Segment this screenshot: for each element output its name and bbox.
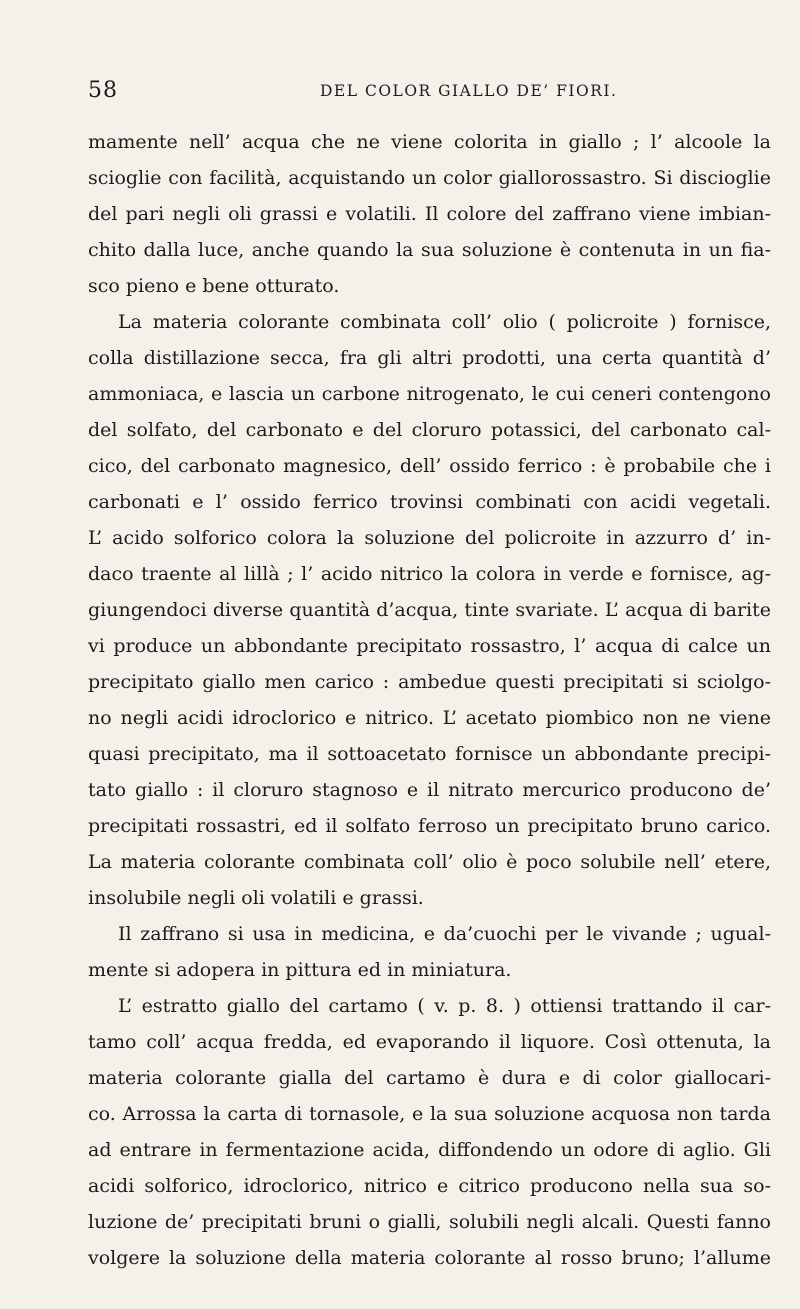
text-line: daco traente al lillà ; l’ acido nitrico la colora in verde e fornisce, ag- — [88, 563, 771, 585]
text-line: La materia colorante combinata coll’ olio ( policroite ) fornisce, — [118, 311, 771, 333]
page-number: 58 — [88, 78, 118, 103]
text-line: scioglie con facilità, acquistando un color giallorossastro. Si discioglie — [88, 167, 771, 189]
running-title: DEL COLOR GIALLO DE’ FIORI. — [320, 82, 618, 100]
text-line: La materia colorante combinata coll’ olio è poco solubile nell’ etere, — [88, 851, 771, 873]
text-line: giungendoci diverse quantità d’acqua, tinte svariate. L’ acqua di barite — [88, 599, 771, 621]
text-line: colla distillazione secca, fra gli altri prodotti, una certa quantità d’ — [88, 347, 771, 369]
text-line: Il zaffrano si usa in medicina, e da’cuochi per le vivande ; ugual- — [118, 923, 771, 945]
text-line: del solfato, del carbonato e del cloruro potassici, del carbonato cal- — [88, 419, 771, 441]
text-line: L’ estratto giallo del cartamo ( v. p. 8. ) ottiensi trattando il car- — [118, 995, 771, 1017]
text-line: materia colorante gialla del cartamo è dura e di color giallocari- — [88, 1067, 771, 1089]
text-line: co. Arrossa la carta di tornasole, e la sua soluzione acquosa non tarda — [88, 1103, 771, 1125]
text-line: ammoniaca, e lascia un carbone nitrogenato, le cui ceneri contengono — [88, 383, 771, 405]
page-header — [88, 78, 778, 108]
text-line: quasi precipitato, ma il sottoacetato fornisce un abbondante precipi- — [88, 743, 771, 765]
text-line: ad entrare in fermentazione acida, diffondendo un odore di aglio. Gli — [88, 1139, 771, 1161]
text-line: luzione de’ precipitati bruni o gialli, solubili negli alcali. Questi fanno — [88, 1211, 771, 1233]
text-line: mente si adopera in pittura ed in miniatura. — [88, 959, 512, 981]
text-line: tato giallo : il cloruro stagnoso e il nitrato mercurico producono de’ — [88, 779, 771, 801]
text-line: L’ acido solforico colora la soluzione del policroite in azzurro d’ in- — [88, 527, 771, 549]
text-line: acidi solforico, idroclorico, nitrico e citrico producono nella sua so- — [88, 1175, 771, 1197]
text-line: tamo coll’ acqua fredda, ed evaporando il liquore. Così ottenuta, la — [88, 1031, 771, 1053]
text-line: precipitati rossastri, ed il solfato ferroso un precipitato bruno carico. — [88, 815, 771, 837]
text-line: mamente nell’ acqua che ne viene colorita in giallo ; l’ alcoole la — [88, 131, 771, 153]
text-line: sco pieno e bene otturato. — [88, 275, 340, 297]
text-line: cico, del carbonato magnesico, dell’ ossido ferrico : è probabile che i — [88, 455, 771, 477]
text-line: insolubile negli oli volatili e grassi. — [88, 887, 424, 909]
text-line: chito dalla luce, anche quando la sua soluzione è contenuta in un fia- — [88, 239, 771, 261]
body-text — [88, 124, 771, 1276]
text-line: carbonati e l’ ossido ferrico trovinsi combinati con acidi vegetali. — [88, 491, 771, 513]
text-line: no negli acidi idroclorico e nitrico. L’ acetato piombico non ne viene — [88, 707, 771, 729]
text-line: del pari negli oli grassi e volatili. Il colore del zaffrano viene imbian- — [88, 203, 771, 225]
text-line: volgere la soluzione della materia colorante al rosso bruno; l’allume — [88, 1247, 771, 1269]
text-line: vi produce un abbondante precipitato rossastro, l’ acqua di calce un — [88, 635, 771, 657]
text-line: precipitato giallo men carico : ambedue questi precipitati si sciolgo- — [88, 671, 771, 693]
